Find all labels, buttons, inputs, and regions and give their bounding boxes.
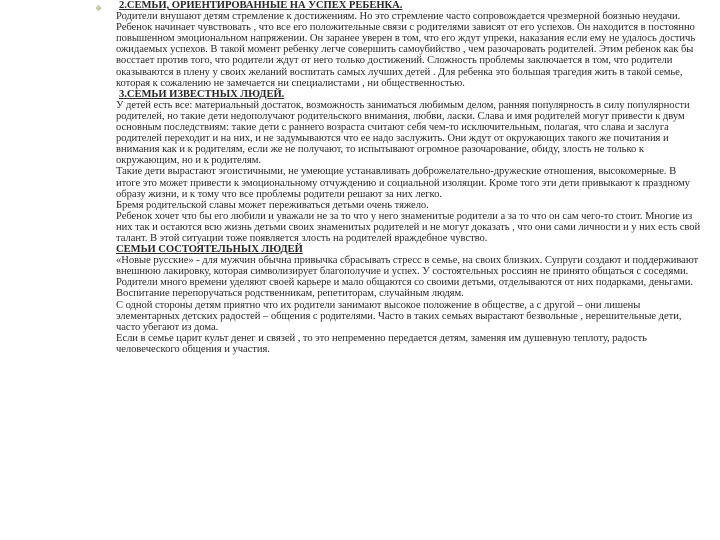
section-2-paragraph-1: У детей есть все: материальный достаток, возможность заниматься любимым делом, ранняя популярность в силу популярности родителей, но такие дети недополучают родительского внимания, любви, ласки. Слава и имя родителей могут привести к двум основным последствиям: такие дети с раннего возраста считают себя чем-то исключительным, полагая, что слава и заслуга родителей переходит и на них, и не задумываются что ее надо заслужить. Они ждут от окружающих такого же почитания и внимания как и к родителям, если же не получают, то испытывают огромное разочарование, обиду, злость не только к окружающим, но и к родителям. xyxy=(116,99,690,167)
section-3-paragraph-3: Если в семье царит культ денег и связей , то это непременно передается детям, заменяя им душевную теплоту, радость человеческого общения и участия. xyxy=(116,332,647,355)
section-heading-1: 2.СЕМЬИ, ОРИЕНТИРОВАННЫЕ НА УСПЕХ РЕБЕНКА. xyxy=(119,0,403,11)
section-2-paragraph-3: Бремя родительской славы может переживаться детьми очень тяжело. xyxy=(116,199,429,211)
document-body xyxy=(116,0,701,355)
section-3-paragraph-1: «Новые русские» - для мужчин обычна привычка сбрасывать стресс в семье, на своих близких. Супруги создают и поддерживают внешнюю лакировку, которая символизирует благополучие и успех. У состоятельных россиян не принято общаться с соседями. Родители много времени уделяют своей карьере и мало общаются со своими детьми, отделываются от них подарками, деньгами. Воспитание перепоручаться родственникам, репетиторам, случайным людям. xyxy=(116,255,699,300)
section-heading-3: СЕМЬИ СОСТОЯТЕЛЬНЫХ ЛЮДЕЙ xyxy=(116,244,303,256)
section-3-paragraph-2: С одной стороны детям приятно что их родители занимают высокое положение в обществе, а с другой – они лишены элементарных детских радостей – общения с родителями. Часто в таких семьях вырастают безвольные , нерешительные дети, часто убегают из дома. xyxy=(116,299,682,333)
bullet-icon: ❖ xyxy=(95,4,103,13)
section-heading-2: 3.СЕМЬИ ИЗВЕСТНЫХ ЛЮДЕЙ. xyxy=(119,88,285,100)
section-2-paragraph-4: Ребенок хочет что бы его любили и уважали не за то что у него знаменитые родители а за то что он сам чего-то стоит. Многие из них так и остаются всю жизнь детьми своих знаменитых родителей и не могут доказать , что они сами личности и у них есть свой талант. В этой ситуации тоже появляется злость на родителей враждебное чувство. xyxy=(116,210,701,244)
section-1-paragraph-1: Родители внушают детям стремление к достижениям. Но это стремление часто сопровождается чрезмерной боязнью неудачи. Ребенок начинает чувствовать , что все его положительные связи с родителями зависят от его успехов. Он находится в постоянно повышенном эмоциональном напряжении. Он заранее уверен в том, что его ждут упреки, наказания если ему не удалось достичь ожидаемых успехов. В такой момент ребенку легче совершить самоубийство , чем разочаровать родителей. Этим ребенок как бы восстает против того, что родители ждут от него только достижений. Сложность проблемы заключается в том, что родители оказываются в плену у своих желаний воспитать самых лучших детей . Для ребенка это большая трагедия жить в такой семье, которая к сожалению не замечается ни специалистами , ни общественностью. xyxy=(116,11,696,89)
section-2-paragraph-2: Такие дети вырастают эгоистичными, не умеющие устанавливать доброжелательно-дружеские отношения, высокомерные. В итоге это может привести к эмоциональному отчуждению и социальной изоляции. Кроме того эти дети привыкают к праздному образу жизни, и к тому что все проблемы родители решают за них легко. xyxy=(116,166,690,200)
